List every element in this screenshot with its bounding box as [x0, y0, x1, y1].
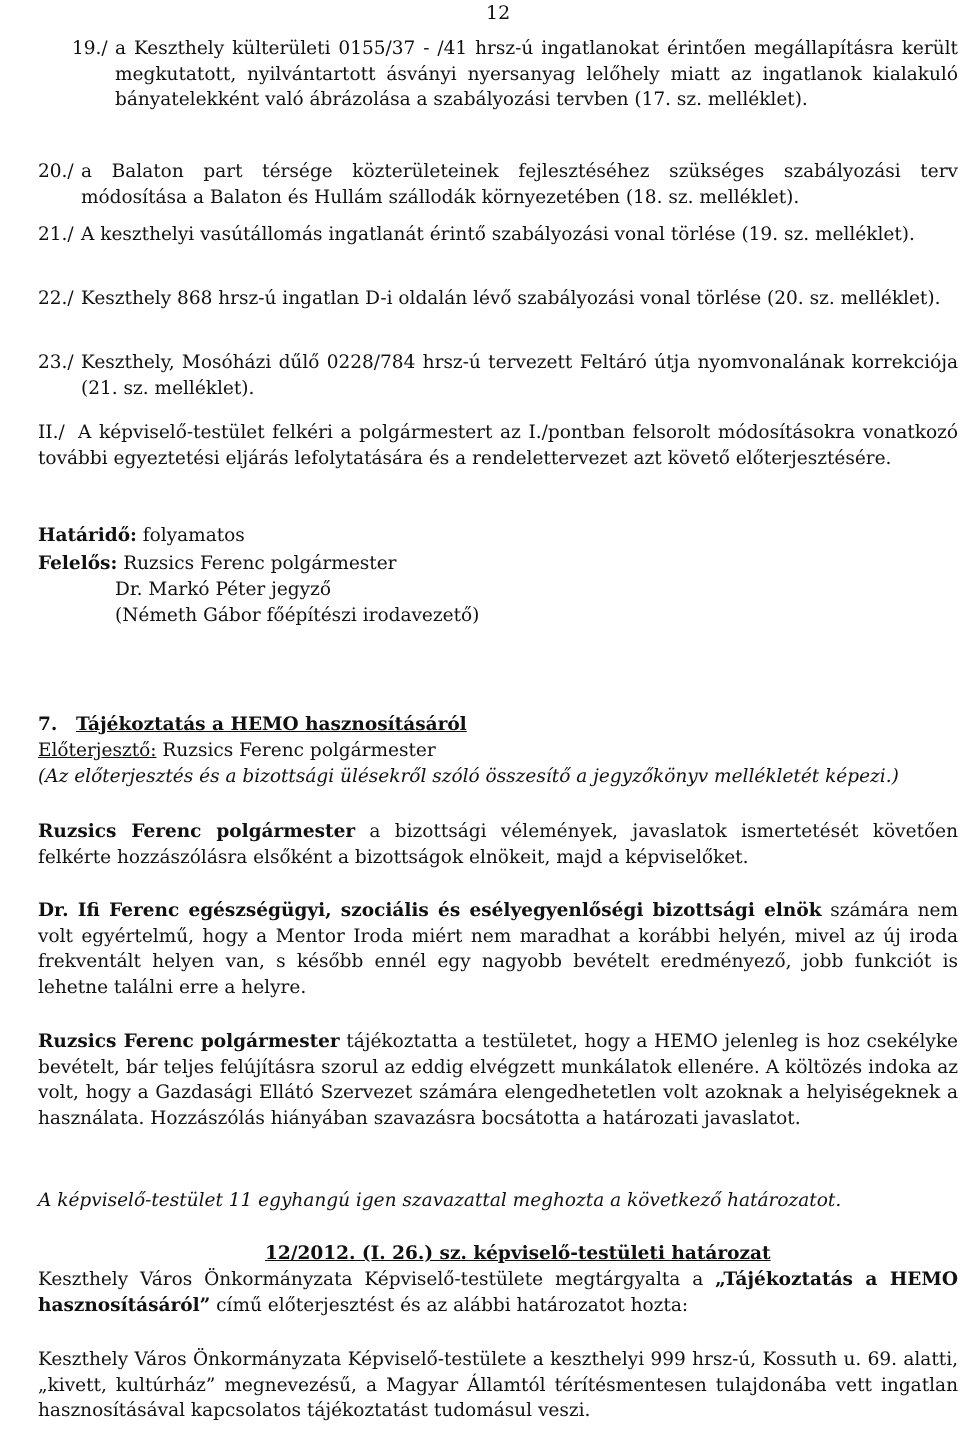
section-2-number: II./ [38, 422, 65, 443]
paragraph-2-speaker: Dr. Ifi Ferenc egészségügyi, szociális és esélyegyenlőségi bizottsági elnök [38, 900, 822, 921]
resolution-intro [38, 1267, 958, 1318]
page-number: 12 [486, 2, 511, 24]
paragraph-1-speaker: Ruzsics Ferenc polgármester [38, 821, 356, 842]
presenter-name: Ruzsics Ferenc polgármester [162, 740, 436, 761]
paragraph-2-body: számára nem volt egyértelmű, hogy a Mentor Iroda miért nem maradhat a korábbi helyén, mivel az új iroda frekventált helyen van, s később ennél egy nagyobb bevételt eredményező, jobb funkciót is lehetne találni erre a helyre. [38, 900, 958, 998]
item-23-number: 23./ [38, 352, 74, 373]
agenda-number: 7. [38, 714, 58, 735]
paragraph-1-body: a bizottsági vélemények, javaslatok ismertetését követően felkérte hozzászólásra elsőként a bizottságok elnökeit, majd a képviselőket. [38, 821, 958, 868]
agenda-note: (Az előterjesztés és a bizottsági ülésekről szóló összesítő a jegyzőkönyv mellékletét képezi.) [38, 766, 899, 787]
agenda-title: Tájékoztatás a HEMO hasznosításáról [76, 714, 467, 735]
responsible-third: (Németh Gábor főépítészi irodavezető) [115, 605, 480, 626]
presenter-line [38, 738, 436, 764]
responsible-value: Ruzsics Ferenc polgármester [123, 553, 397, 574]
item-22-text: Keszthely 868 hrsz-ú ingatlan D-i oldalán lévő szabályozási vonal törlése (20. sz. melléklet). [81, 288, 941, 309]
paragraph-1 [38, 819, 958, 870]
deadline-line [38, 523, 245, 549]
paragraph-3 [38, 1029, 958, 1131]
resolution-intro-end: című előterjesztést és az alábbi határozatot hozta: [210, 1294, 689, 1316]
paragraph-3-speaker: Ruzsics Ferenc polgármester [38, 1031, 340, 1052]
resolution-body: Keszthely Város Önkormányzata Képviselő-testülete a keszthelyi 999 hrsz-ú, Kossuth u. 69. alatti, „kivett, kultúrház” megnevezésű, a Magyar Államtól térítésmentesen tulajdonába vett ingatlan hasznosításával kapcsolatos tájékoztatást tudomásul veszi. [38, 1349, 958, 1421]
item-21-number: 21./ [38, 224, 74, 245]
paragraph-3-body: tájékoztatta a testületet, hogy a HEMO jelenleg is hoz csekélyke bevételt, bár teljes felújításra szorul az eddig elvégzett munkálatok ellenére. A költözés indoka az volt, hogy a Gazdasági Ellátó Szervezet számára elengedhetetlen volt azoknak a helyiségeknek a használata. Hozzászólás hiányában szavazásra bocsátotta a határozati javaslatot. [38, 1031, 958, 1129]
item-19-text: a Keszthely külterületi 0155/37 - /41 hrsz-ú ingatlanokat érintően megállapításra került megkutatott, nyilvántartott ásványi nyersanyag lelőhely miatt az ingatlanok kialakuló bányatelekként való ábrázolása a szabályozási tervben (17. sz. melléklet). [115, 38, 958, 110]
resolution-title: 12/2012. (I. 26.) sz. képviselő-testületi határozat [265, 1243, 771, 1264]
deadline-value: folyamatos [142, 525, 245, 546]
item-20-text: a Balaton part térsége közterületeinek fejlesztéséhez szükséges szabályozási terv módosítása a Balaton és Hullám szállodák környezetében (18. sz. melléklet). [81, 161, 958, 208]
resolution-intro-subject: „Tájékoztatás a HEMO hasznosításáról” [38, 1269, 958, 1316]
item-22-number: 22./ [38, 288, 74, 309]
resolution-intro-start: Keszthely Város Önkormányzata Képviselő-testülete megtárgyalta a [38, 1269, 716, 1290]
responsible-label: Felelős: [38, 553, 118, 574]
vote-statement: A képviselő-testület 11 egyhangú igen szavazattal meghozta a következő határozatot. [38, 1190, 842, 1211]
section-2-text: A képviselő-testület felkéri a polgármestert az I./pontban felsorolt módosításokra vonatkozó további egyeztetési eljárás lefolytatására és a rendelettervezet azt követő előterjesztésére. [38, 422, 958, 469]
item-19-number: 19./ [72, 38, 108, 59]
item-20-number: 20./ [38, 161, 74, 182]
item-23-text: Keszthely, Mosóházi dűlő 0228/784 hrsz-ú tervezett Feltáró útja nyomvonalának korrekciója (21. sz. melléklet). [81, 352, 958, 399]
responsible-second: Dr. Markó Péter jegyző [115, 579, 331, 600]
responsible-line [38, 551, 397, 577]
item-21-text: A keszthelyi vasútállomás ingatlanát érintő szabályozási vonal törlése (19. sz. melléklet). [81, 224, 915, 245]
paragraph-2 [38, 898, 958, 1000]
deadline-label: Határidő: [38, 525, 137, 546]
presenter-label: Előterjesztő: [38, 740, 157, 761]
